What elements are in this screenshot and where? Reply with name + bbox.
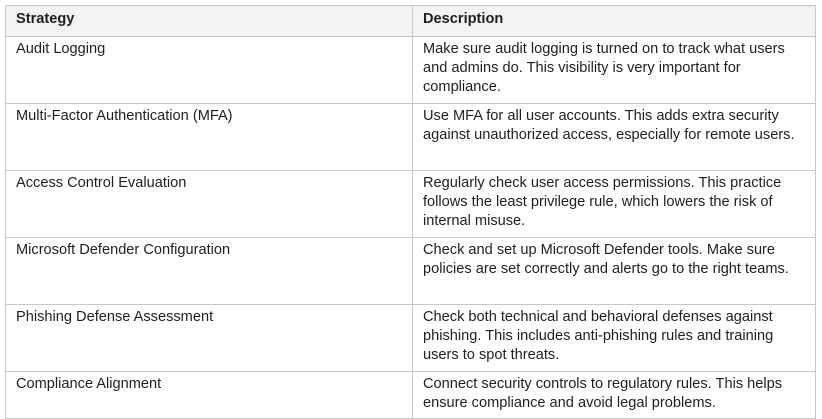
description-cell: Use MFA for all user accounts. This adds extra security against unauthorized access, especially for remote users. — [413, 104, 816, 171]
strategy-cell: Phishing Defense Assessment — [6, 305, 413, 372]
strategy-cell: Multi-Factor Authentication (MFA) — [6, 104, 413, 171]
description-cell: Regularly check user access permissions. This practice follows the least privilege rule, which lowers the risk of internal misuse. — [413, 171, 816, 238]
description-cell: Connect security controls to regulatory rules. This helps ensure compliance and avoid legal problems. — [413, 372, 816, 419]
header-description: Description — [413, 6, 816, 37]
strategy-cell: Compliance Alignment — [6, 372, 413, 419]
table-row — [6, 104, 816, 171]
table-header-row — [6, 6, 816, 37]
header-strategy: Strategy — [6, 6, 413, 37]
table-row — [6, 171, 816, 238]
strategy-cell: Access Control Evaluation — [6, 171, 413, 238]
description-cell: Check and set up Microsoft Defender tools. Make sure policies are set correctly and alerts go to the right teams. — [413, 238, 816, 305]
strategy-table-container — [5, 5, 815, 419]
strategy-cell: Microsoft Defender Configuration — [6, 238, 413, 305]
table-row — [6, 372, 816, 419]
table-row — [6, 238, 816, 305]
strategy-table — [5, 5, 816, 419]
table-row — [6, 37, 816, 104]
table-row — [6, 305, 816, 372]
description-cell: Make sure audit logging is turned on to track what users and admins do. This visibility is very important for compliance. — [413, 37, 816, 104]
strategy-cell: Audit Logging — [6, 37, 413, 104]
description-cell: Check both technical and behavioral defenses against phishing. This includes anti-phishing rules and training users to spot threats. — [413, 305, 816, 372]
